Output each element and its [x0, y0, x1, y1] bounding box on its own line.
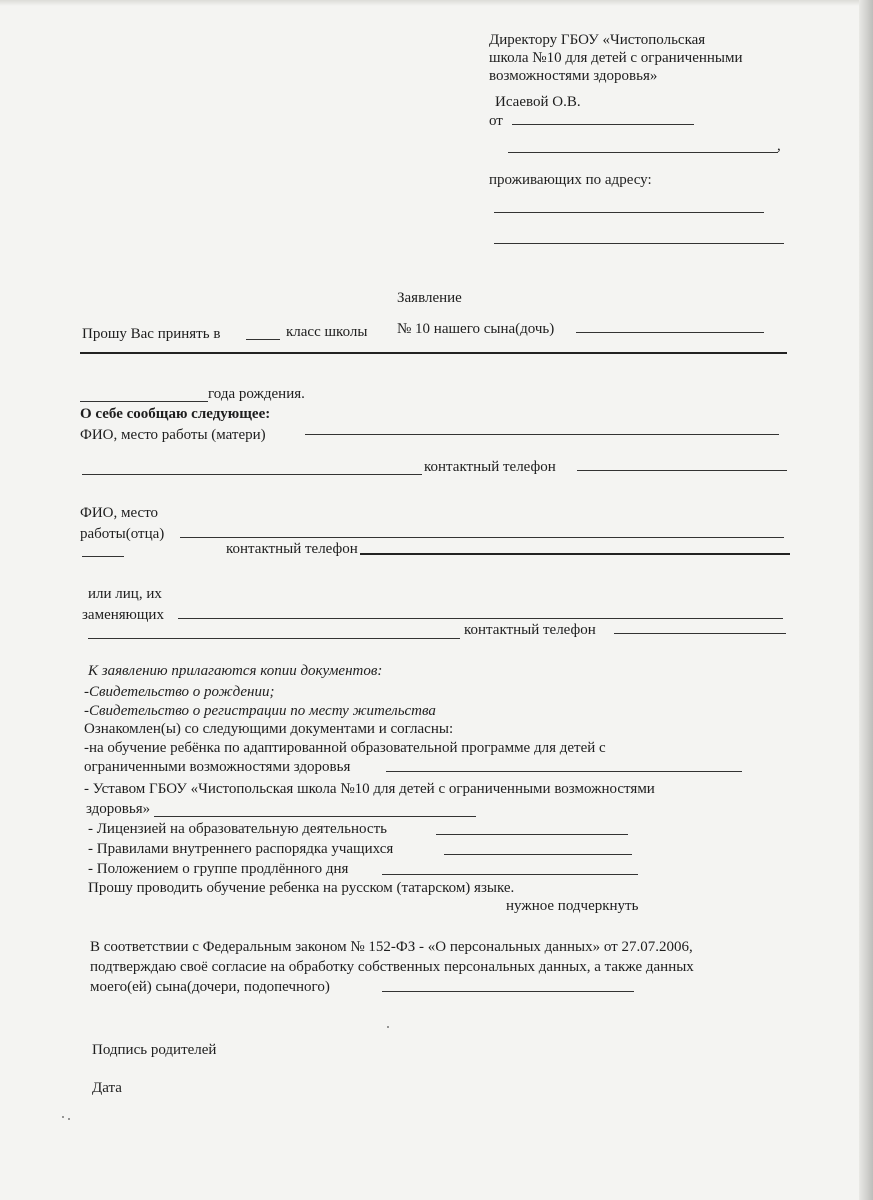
mother-blank[interactable] [305, 434, 779, 435]
address-blank-1[interactable] [494, 212, 764, 213]
acknowledged-heading: Ознакомлен(ы) со следующими документами и согласны: [84, 721, 454, 737]
addressee-line-2: школа №10 для детей с ограниченными [489, 50, 743, 66]
date-label: Дата [92, 1080, 122, 1096]
father-blank-2[interactable] [82, 556, 124, 557]
consent-line-3: моего(ей) сына(дочери, подопечного) [90, 979, 330, 995]
consent-line-2: подтверждаю своё согласие на обработку собственных персональных данных, а также данных [90, 959, 694, 975]
guardian-phone-label: контактный телефон [464, 622, 596, 638]
guardian-phone-blank[interactable] [614, 633, 786, 634]
guardian-blank[interactable] [178, 618, 783, 619]
scan-speck [62, 1116, 64, 1118]
birth-label: года рождения. [208, 386, 305, 402]
guardian-label-1: или лиц, их [88, 586, 162, 602]
consent-line-1: В соответствии с Федеральным законом № 152-ФЗ - «О персональных данных» от 27.07.2006, [90, 939, 693, 955]
father-label-1: ФИО, место [80, 505, 159, 521]
addressee-line-3: возможностями здоровья» [489, 68, 658, 84]
class-number-blank[interactable] [246, 339, 280, 340]
page-top-edge [0, 0, 873, 6]
group-line: - Положением о группе продлённого дня [88, 861, 349, 877]
address-label: проживающих по адресу: [489, 172, 652, 188]
language-request: Прошу проводить обучение ребенка на русском (татарском) языке. [88, 880, 515, 896]
attachment-birth-certificate: -Свидетельство о рождении; [84, 684, 275, 700]
underline-note: нужное подчеркнуть [506, 898, 639, 914]
program-signature-blank[interactable] [386, 771, 742, 772]
about-heading: О себе сообщаю следующее: [80, 406, 271, 422]
mother-phone-label: контактный телефон [424, 459, 556, 475]
father-label-2: работы(отца) [80, 526, 165, 542]
scan-speck [68, 1118, 70, 1120]
from-blank-2[interactable] [508, 152, 778, 153]
rules-signature-blank[interactable] [444, 854, 632, 855]
attachment-registration: -Свидетельство о регистрации по месту жительства [84, 703, 436, 719]
comma: , [777, 138, 781, 154]
child-name-line[interactable] [80, 352, 787, 354]
from-label: от [489, 113, 503, 129]
attachments-heading: К заявлению прилагаются копии документов: [88, 663, 383, 679]
charter-line-2: здоровья» [86, 801, 151, 817]
addressee-name: Исаевой О.В. [495, 94, 581, 110]
program-line-1: -на обучение ребёнка по адаптированной образовательной программе для детей с [84, 740, 606, 756]
child-name-blank[interactable] [576, 332, 764, 333]
addressee-line-1: Директору ГБОУ «Чистопольская [489, 32, 706, 48]
father-phone-line[interactable] [360, 553, 790, 555]
group-signature-blank[interactable] [382, 874, 638, 875]
document-title: Заявление [397, 290, 462, 306]
charter-signature-blank[interactable] [154, 816, 476, 817]
parents-signature-label: Подпись родителей [92, 1042, 217, 1058]
mother-label: ФИО, место работы (матери) [80, 427, 266, 443]
guardian-label-2: заменяющих [82, 607, 164, 623]
request-text-3: № 10 нашего сына(дочь) [397, 321, 555, 337]
license-signature-blank[interactable] [436, 834, 628, 835]
mother-blank-2[interactable] [82, 474, 422, 475]
license-line: - Лицензией на образовательную деятельность [88, 821, 387, 837]
consent-signature-blank[interactable] [382, 991, 634, 992]
guardian-blank-2[interactable] [88, 638, 460, 639]
rules-line: - Правилами внутреннего распорядка учащихся [88, 841, 394, 857]
address-blank-2[interactable] [494, 243, 784, 244]
page-right-edge [859, 0, 873, 1200]
charter-line-1: - Уставом ГБОУ «Чистопольская школа №10 для детей с ограниченными возможностями [84, 781, 655, 797]
request-text-1: Прошу Вас принять в [82, 326, 221, 342]
father-phone-label: контактный телефон [226, 541, 358, 557]
mother-phone-blank[interactable] [577, 470, 787, 471]
father-blank[interactable] [180, 537, 784, 538]
request-text-2: класс школы [286, 324, 368, 340]
scan-speck [387, 1026, 389, 1028]
program-line-2: ограниченными возможностями здоровья [84, 759, 351, 775]
birth-year-blank[interactable] [80, 401, 208, 402]
from-blank[interactable] [512, 124, 694, 125]
